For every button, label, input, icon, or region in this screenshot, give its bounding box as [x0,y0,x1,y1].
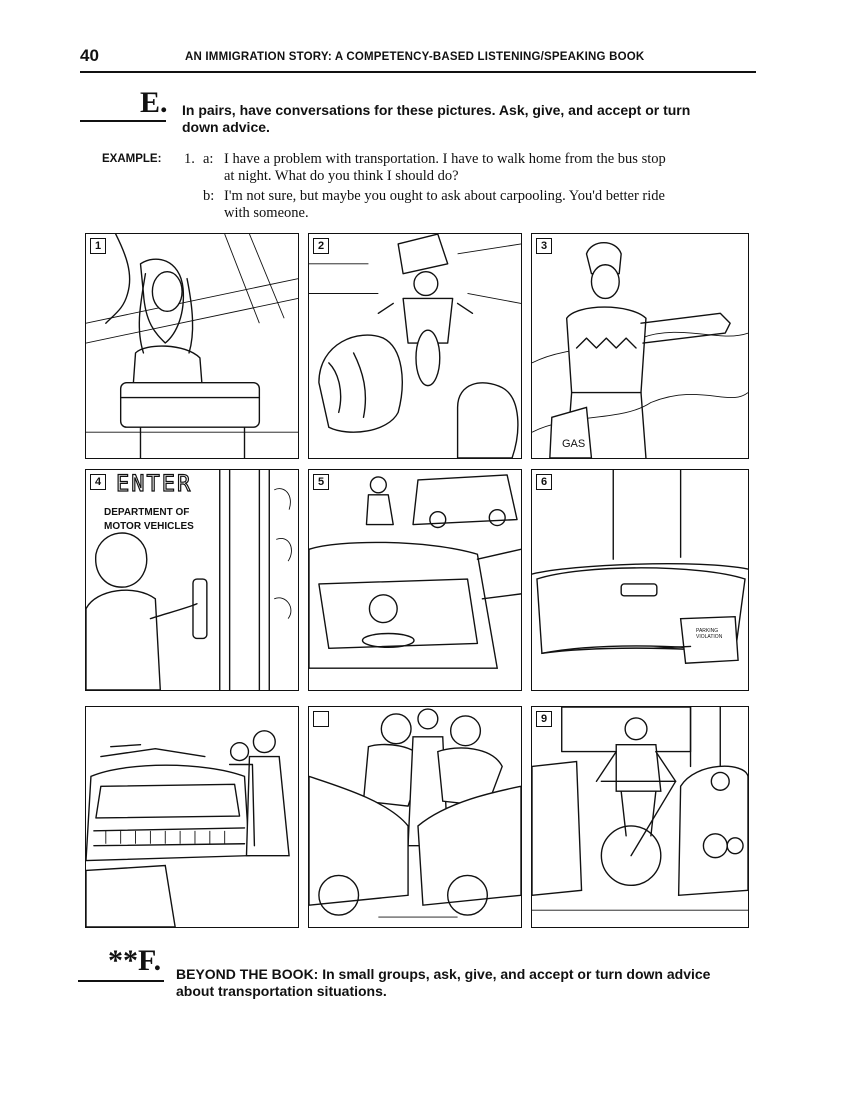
speaker-a-label: a: [203,151,214,167]
dmv-door-lettering [104,506,194,534]
panel-5-illustration [309,470,521,690]
panel-8-illustration [309,707,521,927]
panel-2 [308,233,522,459]
speaker-a-line1: I have a problem with transportation. I have to walk home from the bus stop [224,151,666,167]
dmv-line1: DEPARTMENT OF [104,507,190,518]
panel-4-illustration [86,470,298,690]
panel-5 [308,469,522,691]
panel-5-number: 5 [313,474,329,490]
panel-1-illustration [86,234,298,458]
panel-8-number [313,711,329,727]
ticket-line2: VIOLATION [696,634,723,640]
panel-4 [85,469,299,691]
panel-6 [531,469,749,691]
running-header-title: AN IMMIGRATION STORY: A COMPETENCY-BASED LISTENING/SPEAKING BOOK [185,51,645,63]
panel-3-number: 3 [536,238,552,254]
enter-sign: ENTER [116,472,193,497]
speaker-a-line2: at night. What do you think I should do? [224,168,459,184]
panel-6-number: 6 [536,474,552,490]
ticket-line1: PARKING [696,628,719,634]
section-e-instruction-line2: down advice. [182,119,270,135]
panel-9 [531,706,749,928]
parking-ticket-text [696,628,722,640]
section-f-instruction-line1: BEYOND THE BOOK: In small groups, ask, give, and accept or turn down advice [176,966,711,982]
section-f-instruction-line2: about transportation situations. [176,983,387,999]
speaker-b-line1: I'm not sure, but maybe you ought to ask about carpooling. You'd better ride [224,188,665,204]
example-number: 1. [184,151,195,167]
section-f-letter: **F. [108,944,162,977]
header-rule [80,71,756,73]
section-e-letter: E. [140,86,168,119]
section-f-rule [78,980,164,982]
panel-9-number: 9 [536,711,552,727]
gas-can-label: GAS [562,438,586,450]
speaker-b-line2: with someone. [224,205,309,221]
panel-4-number: 4 [90,474,106,490]
example-label: EXAMPLE: [102,153,162,165]
panel-1-number: 1 [90,238,106,254]
panel-2-number: 2 [313,238,329,254]
panel-7-illustration [86,707,298,927]
speaker-b-label: b: [203,188,215,204]
section-e-rule [80,120,166,122]
dmv-line2: MOTOR VEHICLES [104,521,194,532]
panel-7 [85,706,299,928]
panel-9-illustration [532,707,748,927]
page-number: 40 [80,46,99,65]
section-e-instruction-line1: In pairs, have conversations for these pictures. Ask, give, and accept or turn [182,102,691,118]
panel-2-illustration [309,234,521,458]
panel-1 [85,233,299,459]
panel-8 [308,706,522,928]
panel-6-illustration [532,470,748,690]
panel-3 [531,233,749,459]
panel-3-illustration [532,234,748,458]
